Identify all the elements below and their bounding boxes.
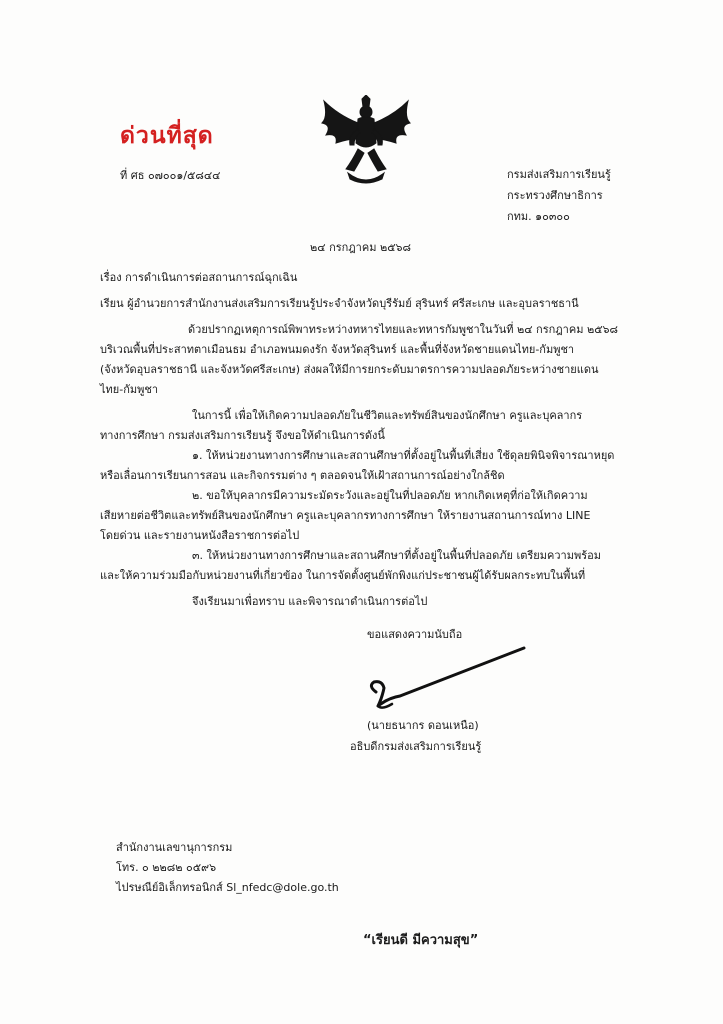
signatory-position: อธิบดีกรมส่งเสริมการเรียนรู้ <box>350 740 482 753</box>
body-line: ไทย-กัมพูชา <box>100 383 159 396</box>
body-line: บริเวณพื้นที่ประสาทตาเมือนธม อำเภอพนมดงรัก จังหวัดสุรินทร์ และพื้นที่จังหวัดชายแดนไทย-กัมพูชา <box>100 343 575 356</box>
subject-line: เรื่อง การดำเนินการต่อสถานการณ์ฉุกเฉิน <box>100 271 298 284</box>
footer-office: สำนักงานเลขานุการกรม <box>116 841 233 854</box>
list-item-line: ๒. ขอให้บุคลากรมีความระมัดระวังและอยู่ในที่ปลอดภัย หากเกิดเหตุที่ก่อให้เกิดความ <box>192 489 588 502</box>
sender-agency: กรมส่งเสริมการเรียนรู้ <box>507 168 611 181</box>
list-item-line: ๑. ให้หน่วยงานทางการศึกษาและสถานศึกษาที่ตั้งอยู่ในพื้นที่เสี่ยง ใช้ดุลยพินิจพิจารณาหยุด <box>192 449 615 462</box>
body-line: จึงเรียนมาเพื่อทราบ และพิจารณาดำเนินการต่อไป <box>192 595 428 608</box>
garuda-emblem-icon <box>318 95 414 187</box>
closing-regards: ขอแสดงความนับถือ <box>367 628 463 641</box>
body-line: ทางการศึกษา กรมส่งเสริมการเรียนรู้ จึงขอให้ดำเนินการดังนี้ <box>100 429 385 442</box>
footer-phone: โทร. ๐ ๒๒๘๒ ๐๕๙๖ <box>116 861 217 874</box>
body-line: ในการนี้ เพื่อให้เกิดความปลอดภัยในชีวิตและทรัพย์สินของนักศึกษา ครูและบุคลากร <box>192 409 583 422</box>
list-item-line: และให้ความร่วมมือกับหน่วยงานที่เกี่ยวข้อง ในการจัดตั้งศูนย์พักพิงแก่ประชาชนผู้ได้รับผลกระทบในพื้นที่ <box>100 569 586 582</box>
list-item-line: หรือเลื่อนการเรียนการสอน และกิจกรรมต่าง ๆ ตลอดจนให้เฝ้าสถานการณ์อย่างใกล้ชิด <box>100 469 505 482</box>
signature-mark <box>362 646 532 714</box>
salutation-line: เรียน ผู้อำนวยการสำนักงานส่งเสริมการเรียนรู้ประจำจังหวัดบุรีรัมย์ สุรินทร์ ศรีสะเกษ และอุบลราชธานี <box>100 297 579 310</box>
footer-motto: “เรียนดี มีความสุข” <box>363 933 479 948</box>
sender-ministry: กระทรวงศึกษาธิการ <box>507 189 603 202</box>
signatory-name: (นายธนากร ดอนเหนือ) <box>367 719 479 732</box>
list-item-line: ๓. ให้หน่วยงานทางการศึกษาและสถานศึกษาที่ตั้งอยู่ในพื้นที่ปลอดภัย เตรียมความพร้อม <box>192 549 601 562</box>
document-date: ๒๔ กรกฎาคม ๒๕๖๘ <box>310 241 412 254</box>
body-line: (จังหวัดอุบลราชธานี และจังหวัดศรีสะเกษ) ส่งผลให้มีการยกระดับมาตรการความปลอดภัยระหว่างชายแดน <box>100 363 599 376</box>
urgency-stamp: ด่วนที่สุด <box>120 123 214 149</box>
sender-postcode: กทม. ๑๐๓๐๐ <box>507 210 570 223</box>
list-item-line: โดยด่วน และรายงานหนังสือราชการต่อไป <box>100 529 300 542</box>
body-line: ด้วยปรากฏเหตุการณ์พิพาทระหว่างทหารไทยและทหารกัมพูชาในวันที่ ๒๔ กรกฎาคม ๒๕๖๘ <box>188 323 618 336</box>
document-number: ที่ ศธ ๐๗๐๐๑/๕๘๔๔ <box>120 169 221 182</box>
list-item-line: เสียหายต่อชีวิตและทรัพย์สินของนักศึกษา ครูและบุคลากรทางการศึกษา ให้รายงานสถานการณ์ทาง LINE <box>100 509 591 522</box>
footer-email: ไปรษณีย์อิเล็กทรอนิกส์ Sl_nfedc@dole.go.th <box>116 881 339 894</box>
